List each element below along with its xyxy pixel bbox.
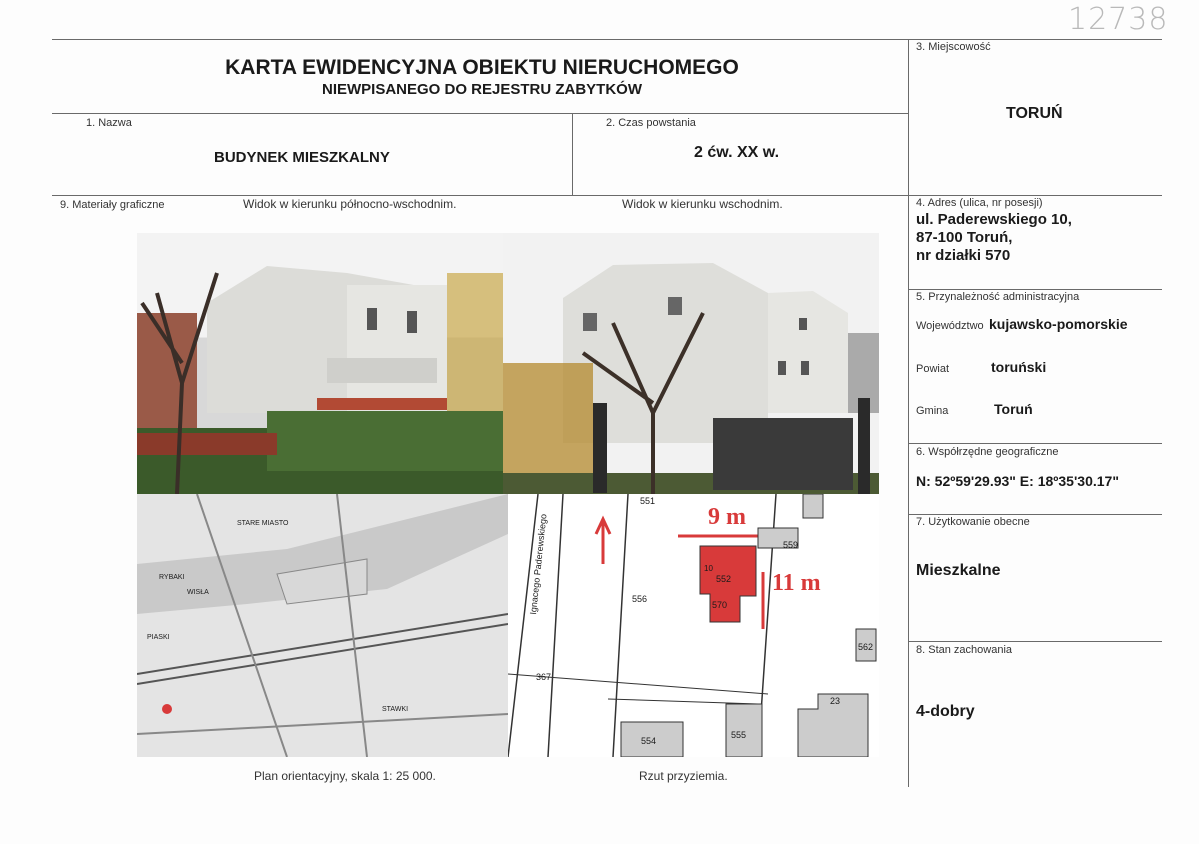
map-label: STARE MIASTO xyxy=(237,520,289,527)
photo1-caption: Widok w kierunku północno-wschodnim. xyxy=(243,197,457,211)
location-marker xyxy=(162,704,172,714)
parcel-label: 23 xyxy=(830,696,841,706)
row-line xyxy=(908,443,1162,444)
name-date-divider xyxy=(572,113,573,195)
voivodeship-label: Województwo xyxy=(916,320,984,332)
usage-value: Mieszkalne xyxy=(916,562,1001,579)
height-dimension: 11 m xyxy=(772,570,821,596)
parcel-label: 552 xyxy=(716,574,732,584)
parcel-label: 562 xyxy=(858,642,874,652)
street-label: Ignacego Paderewskiego xyxy=(528,513,549,616)
map-label: PIASKI xyxy=(147,634,170,641)
name-value: BUDYNEK MIESZKALNY xyxy=(214,149,390,166)
parcel-label: 10 xyxy=(704,564,713,573)
row-line xyxy=(908,641,1162,642)
map-label: RYBAKI xyxy=(159,574,185,581)
address-line2: 87-100 Toruń, xyxy=(916,229,1013,246)
address-label: 4. Adres (ulica, nr posesji) xyxy=(916,197,1043,209)
ground-floor-plan xyxy=(508,494,879,757)
parcel-label: 556 xyxy=(632,594,648,604)
map2-caption: Rzut przyziemia. xyxy=(639,769,728,783)
map1-caption: Plan orientacyjny, skala 1: 25 000. xyxy=(254,769,436,783)
photo-east-view xyxy=(503,233,879,494)
parcel-label: 551 xyxy=(640,496,656,506)
page-subtitle: NIEWPISANEGO DO REJESTRU ZABYTKÓW xyxy=(321,81,643,98)
admin-label: 5. Przynależność administracyjna xyxy=(916,291,1080,303)
condition-value: 4-dobry xyxy=(916,703,975,720)
photo2-caption: Widok w kierunku wschodnim. xyxy=(622,197,783,211)
parcel-label: 559 xyxy=(783,540,799,550)
parcel-label: 570 xyxy=(712,600,728,610)
map-label: STAWKI xyxy=(382,706,409,713)
parcel-label: 367 xyxy=(536,672,552,682)
handwritten-number: 12738 xyxy=(1068,2,1169,37)
page-title: KARTA EWIDENCYJNA OBIEKTU NIERUCHOMEGO xyxy=(225,56,739,79)
address-line1: ul. Paderewskiego 10, xyxy=(916,211,1072,228)
row-line xyxy=(908,514,1162,515)
header-bottom-line xyxy=(52,113,908,114)
row-line xyxy=(52,195,1162,196)
orientation-map xyxy=(137,494,508,757)
parcel-label: 555 xyxy=(731,730,747,740)
place-value: TORUŃ xyxy=(1006,105,1063,122)
parcel-label: 554 xyxy=(641,736,657,746)
row-line xyxy=(908,289,1162,290)
voivodeship-value: kujawsko-pomorskie xyxy=(989,316,1128,332)
condition-label: 8. Stan zachowania xyxy=(916,644,1013,656)
coords-label: 6. Współrzędne geograficzne xyxy=(916,446,1059,458)
graphics-label: 9. Materiały graficzne xyxy=(60,199,165,211)
date-value: 2 ćw. XX w. xyxy=(694,144,780,161)
width-dimension: 9 m xyxy=(708,504,746,530)
coords-value: N: 52º59'29.93" E: 18º35'30.17" xyxy=(916,473,1119,489)
county-value: toruński xyxy=(991,359,1047,375)
date-label: 2. Czas powstania xyxy=(606,117,696,129)
photo-northeast-view xyxy=(137,233,503,494)
commune-label: Gmina xyxy=(916,405,949,417)
map-label: WISŁA xyxy=(187,589,209,596)
place-label: 3. Miejscowość xyxy=(916,41,991,53)
address-line3: nr działki 570 xyxy=(916,247,1011,264)
frame-right-divider xyxy=(908,39,909,787)
county-label: Powiat xyxy=(916,363,950,375)
frame-top-line xyxy=(52,39,1162,40)
usage-label: 7. Użytkowanie obecne xyxy=(916,516,1030,528)
name-label: 1. Nazwa xyxy=(86,117,132,129)
commune-value: Toruń xyxy=(994,401,1033,417)
